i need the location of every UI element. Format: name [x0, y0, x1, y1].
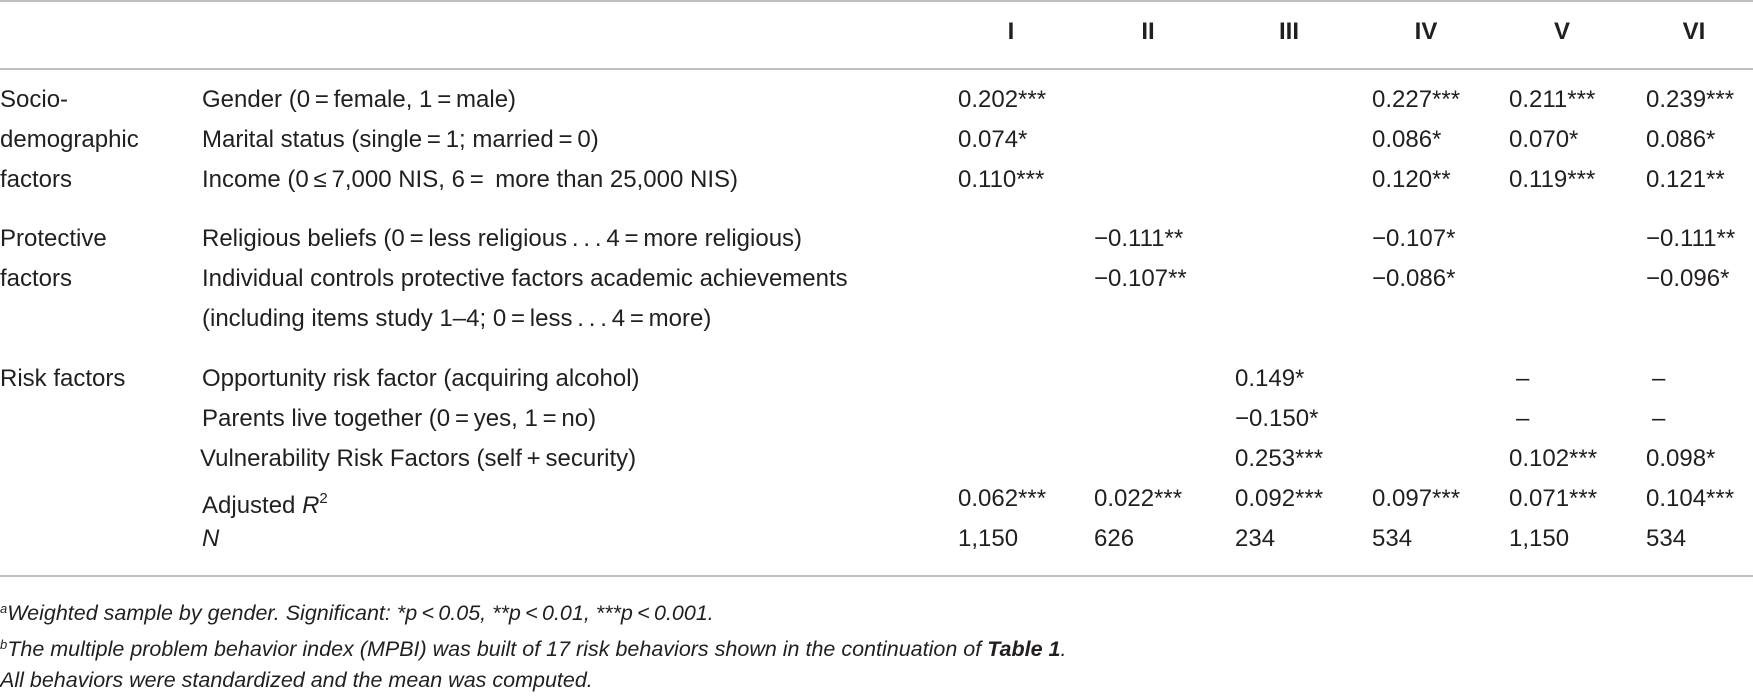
- r-symbol: R: [302, 492, 320, 519]
- footnote-marker-a: a: [0, 601, 8, 616]
- table-cell: 0.239***: [1646, 86, 1735, 113]
- table-cell: 0.149*: [1235, 365, 1305, 392]
- table-cell: 0.102***: [1509, 445, 1598, 472]
- table-cell: 1,150: [1509, 525, 1570, 552]
- table-cell: 0.022***: [1094, 485, 1183, 512]
- table-cell: 534: [1372, 525, 1413, 552]
- table-cell: −0.096*: [1646, 265, 1730, 292]
- table-cell: –: [1652, 365, 1666, 392]
- table-cell: 0.120**: [1372, 166, 1451, 193]
- row-label: Gender (0 = female, 1 = male): [202, 86, 517, 113]
- group-label: Risk factors: [0, 365, 126, 392]
- table-cell: 0.086*: [1372, 126, 1442, 153]
- table-cell: −0.111**: [1094, 225, 1184, 252]
- footnote-a: [0, 596, 714, 626]
- footnote-a-text: Weighted sample by gender. Significant: *p < 0.05, **p < 0.01, ***p < 0.001.: [7, 601, 714, 625]
- group-label: demographic: [0, 126, 139, 153]
- column-header-I: I: [1007, 18, 1015, 45]
- table-cell: 0.119***: [1509, 166, 1596, 193]
- row-label: Income (0 ≤ 7,000 NIS, 6 = more than 25,000 NIS): [202, 166, 739, 193]
- group-label: factors: [0, 265, 73, 292]
- table-cell: –: [1516, 405, 1530, 432]
- table-cell: 0.253***: [1235, 445, 1324, 472]
- table-cell: 0.074*: [958, 126, 1028, 153]
- table-cell: −0.107**: [1094, 265, 1187, 292]
- header-rule: [0, 68, 1753, 70]
- footnote-b-text: The multiple problem behavior index (MPBI) was built of 17 risk behaviors shown in the continuation of: [7, 637, 988, 661]
- row-label: Marital status (single = 1; married = 0): [202, 126, 599, 153]
- table-cell: 626: [1094, 525, 1135, 552]
- table-cell: 0.098*: [1646, 445, 1716, 472]
- footnote-b: [0, 632, 1066, 662]
- footnote-marker-b: b: [0, 637, 8, 652]
- row-label: Individual controls protective factors academic achievements: [202, 265, 848, 292]
- table-cell: 0.202***: [958, 86, 1047, 113]
- row-label-continued: (including items study 1–4; 0 = less . . . 4 = more): [202, 305, 712, 332]
- column-header-II: II: [1141, 18, 1155, 45]
- table-cell: –: [1652, 405, 1666, 432]
- table-1-link[interactable]: Table 1: [987, 637, 1061, 661]
- table-cell: 0.227***: [1372, 86, 1461, 113]
- row-label: Vulnerability Risk Factors (self + security): [200, 445, 637, 472]
- table-cell: −0.111**: [1646, 225, 1736, 252]
- table-cell: 0.211***: [1509, 86, 1596, 113]
- table-cell: 0.092***: [1235, 485, 1324, 512]
- bottom-rule: [0, 575, 1753, 577]
- table-cell: 1,150: [958, 525, 1019, 552]
- row-label-adjusted-r2: [202, 485, 328, 520]
- table-cell: 234: [1235, 525, 1276, 552]
- column-header-V: V: [1553, 18, 1570, 45]
- row-label: Opportunity risk factor (acquiring alcohol): [202, 365, 640, 392]
- table-cell: –: [1516, 365, 1530, 392]
- footnote-c: All behaviors were standardized and the mean was computed.: [0, 668, 593, 692]
- table-cell: 0.121**: [1646, 166, 1725, 193]
- group-label: Protective: [0, 225, 107, 252]
- table-cell: 0.070*: [1509, 126, 1579, 153]
- row-label: Religious beliefs (0 = less religious . . . 4 = more religious): [202, 225, 803, 252]
- adjusted-r-text: Adjusted R: [202, 492, 320, 519]
- table-cell: 0.062***: [958, 485, 1047, 512]
- r-squared-exponent: 2: [319, 490, 328, 507]
- table-cell: 534: [1646, 525, 1687, 552]
- table-cell: −0.107*: [1372, 225, 1456, 252]
- group-label: Socio-: [0, 86, 69, 113]
- row-label: Parents live together (0 = yes, 1 = no): [202, 405, 597, 432]
- column-header-VI: VI: [1682, 18, 1706, 45]
- table-cell: 0.110***: [958, 166, 1045, 193]
- footnote-b-end: .: [1060, 637, 1067, 661]
- table-cell: 0.071***: [1509, 485, 1598, 512]
- row-label-n: N: [202, 525, 220, 552]
- table-cell: −0.086*: [1372, 265, 1456, 292]
- column-header-III: III: [1278, 18, 1299, 45]
- group-label: factors: [0, 166, 73, 193]
- table-cell: 0.104***: [1646, 485, 1735, 512]
- top-rule: [0, 0, 1753, 2]
- table-cell: 0.097***: [1372, 485, 1461, 512]
- column-header-IV: IV: [1414, 18, 1438, 45]
- table-cell: −0.150*: [1235, 405, 1319, 432]
- table-cell: 0.086*: [1646, 126, 1716, 153]
